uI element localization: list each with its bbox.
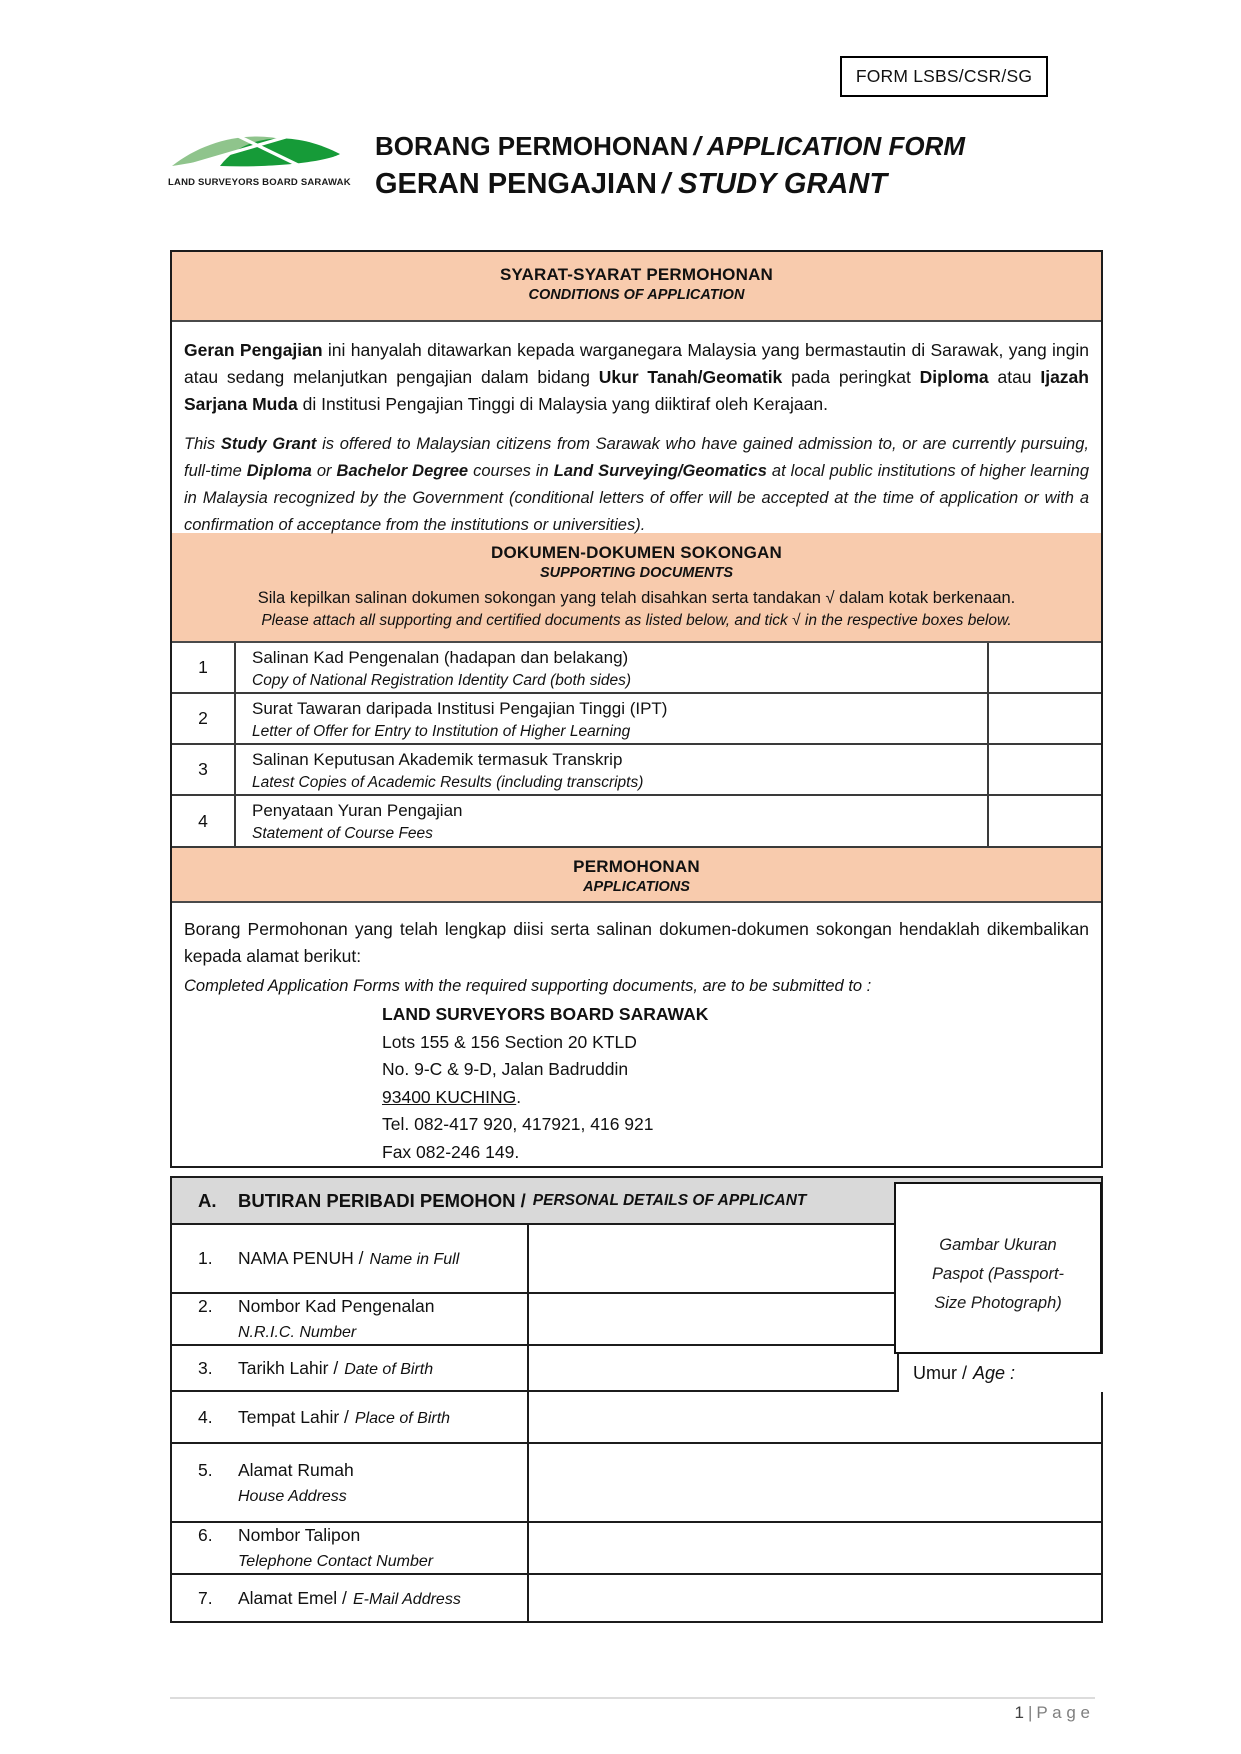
footer-divider xyxy=(170,1697,1095,1699)
document-description xyxy=(236,643,989,692)
form-title xyxy=(375,131,965,201)
field-label xyxy=(172,1575,529,1621)
tick-box-cell xyxy=(989,694,1101,743)
field-label xyxy=(172,1294,529,1344)
document-title-ms: Penyataan Yuran Pengajian xyxy=(252,801,463,820)
documents-title-ms: DOKUMEN-DOKUMEN SOKONGAN xyxy=(491,543,782,562)
document-description xyxy=(236,694,989,743)
age-cell xyxy=(897,1354,1103,1392)
document-row xyxy=(172,643,1101,694)
field-label-ms: Nombor Talipon xyxy=(238,1525,361,1545)
field-row-email xyxy=(172,1575,1101,1621)
documents-list xyxy=(172,643,1101,846)
submission-address xyxy=(382,1001,1089,1166)
page-number-separator: | xyxy=(1028,1703,1033,1722)
document-title-en: Latest Copies of Academic Results (including transcripts) xyxy=(252,774,644,791)
applications-body xyxy=(172,903,1101,1166)
field-label xyxy=(172,1523,529,1573)
field-label xyxy=(172,1346,529,1390)
field-number: 2. xyxy=(198,1296,213,1316)
address-line-3: 93400 KUCHING. xyxy=(382,1086,522,1107)
lsbs-logo xyxy=(168,128,351,188)
document-row xyxy=(172,694,1101,745)
applications-title-ms: PERMOHONAN xyxy=(573,857,700,876)
tick-box-cell xyxy=(989,643,1101,692)
conditions-body xyxy=(172,322,1101,533)
page-number-value: 1 xyxy=(1014,1703,1024,1722)
field-label-en: E-Mail Address xyxy=(352,1590,461,1608)
page-word: P a g e xyxy=(1036,1703,1090,1722)
field-number: 5. xyxy=(198,1459,213,1480)
logo-caption: LAND SURVEYORS BOARD SARAWAK xyxy=(168,177,351,188)
field-label-ms: Tempat Lahir / xyxy=(238,1406,349,1427)
field-label-en: N.R.I.C. Number xyxy=(238,1324,357,1341)
documents-note-en: Please attach all supporting and certified documents as listed below, and tick √ in the respective boxes below. xyxy=(261,612,1012,629)
age-label-en: Age : xyxy=(973,1362,1016,1383)
field-row-telephone xyxy=(172,1523,1101,1575)
document-row xyxy=(172,796,1101,846)
document-title-en: Statement of Course Fees xyxy=(252,825,433,842)
field-label-en: House Address xyxy=(238,1487,347,1505)
field-label xyxy=(172,1225,529,1292)
conditions-header-band xyxy=(172,252,1101,322)
field-label-en: Place of Birth xyxy=(354,1409,451,1427)
document-number: 4 xyxy=(172,796,236,846)
conditions-title-ms: SYARAT-SYARAT PERMOHONAN xyxy=(499,265,774,284)
field-number: 6. xyxy=(198,1525,213,1545)
field-value-cell-telephone xyxy=(529,1523,1101,1573)
title-line2-en: / STUDY GRANT xyxy=(662,168,888,200)
passport-photo-box xyxy=(894,1182,1102,1354)
address-tel: Tel. 082-417 920, 417921, 416 921 xyxy=(382,1114,654,1134)
personal-details-table xyxy=(170,1176,1103,1623)
address-fax: Fax 082-246 149. xyxy=(382,1141,520,1162)
field-number: 1. xyxy=(198,1248,213,1268)
title-line2-ms: GERAN PENGAJIAN xyxy=(375,168,657,200)
document-description xyxy=(236,796,989,846)
field-label-en: Telephone Contact Number xyxy=(238,1553,434,1570)
applications-paragraph-ms: Borang Permohonan yang telah lengkap diisi serta salinan dokumen-dokumen sokongan hendaklah dikembalikan kepada alamat berikut: xyxy=(184,919,1089,966)
field-label-en: Date of Birth xyxy=(344,1360,434,1378)
field-label-ms: NAMA PENUH / xyxy=(238,1248,364,1268)
field-number: 4. xyxy=(198,1406,213,1427)
applications-paragraph-en: Completed Application Forms with the required supporting documents, are to be submitted to : xyxy=(184,977,872,995)
document-description xyxy=(236,745,989,794)
form-code-box xyxy=(840,56,1048,97)
section-a-title-en: PERSONAL DETAILS OF APPLICANT xyxy=(532,1191,807,1209)
field-value-cell-birth-place xyxy=(529,1392,1101,1442)
title-line1-ms: BORANG PERMOHONAN xyxy=(375,131,689,161)
field-label-en: Name in Full xyxy=(369,1251,460,1268)
applications-title-en: APPLICATIONS xyxy=(583,879,690,895)
document-title-ms: Surat Tawaran daripada Institusi Pengajian Tinggi (IPT) xyxy=(252,699,668,718)
field-label-ms: Alamat Emel / xyxy=(238,1587,347,1608)
page-number xyxy=(880,1703,1090,1723)
field-label-ms: Tarikh Lahir / xyxy=(238,1357,339,1378)
document-row xyxy=(172,745,1101,796)
document-title-en: Copy of National Registration Identity Card (both sides) xyxy=(252,672,632,689)
form-code: FORM LSBS/CSR/SG xyxy=(855,66,1033,86)
document-title-ms: Salinan Keputusan Akademik termasuk Transkrip xyxy=(252,750,623,769)
title-line-2 xyxy=(375,168,965,201)
address-name: LAND SURVEYORS BOARD SARAWAK xyxy=(382,1004,709,1024)
conditions-table xyxy=(170,250,1103,1168)
field-number: 7. xyxy=(198,1587,213,1608)
section-letter: A. xyxy=(198,1189,217,1211)
tick-box-cell xyxy=(989,745,1101,794)
field-number: 3. xyxy=(198,1357,213,1378)
section-a-title-ms: BUTIRAN PERIBADI PEMOHON / xyxy=(238,1189,526,1211)
field-row-house-address xyxy=(172,1444,1101,1523)
lsbs-logo-icon xyxy=(168,128,346,170)
age-label-ms: Umur / xyxy=(913,1362,967,1383)
title-line-1 xyxy=(375,131,965,162)
field-row-birth-place xyxy=(172,1392,1101,1444)
document-number: 1 xyxy=(172,643,236,692)
field-value-cell-email xyxy=(529,1575,1101,1621)
passport-photo-label: Gambar Ukuran Paspot (Passport-Size Photograph) xyxy=(931,1235,1065,1312)
document-number: 3 xyxy=(172,745,236,794)
documents-header-band xyxy=(172,533,1101,643)
conditions-paragraph-en: This Study Grant is offered to Malaysian citizens from Sarawak who have gained admission to, or are currently pursuing, full-time Diploma or Bachelor Degree courses in Land Surveying/Geomatics at local public institutions of higher learning in Malaysia recognized by the Government (conditional letters of offer will be accepted at the time of application or with a confirmation of acceptance from the institutions or universities). xyxy=(184,435,1090,534)
field-label xyxy=(172,1392,529,1442)
field-label-ms: Nombor Kad Pengenalan xyxy=(238,1296,435,1316)
tick-box-cell xyxy=(989,796,1101,846)
title-line1-en: / APPLICATION FORM xyxy=(693,131,965,161)
document-title-ms: Salinan Kad Pengenalan (hadapan dan belakang) xyxy=(252,648,629,667)
documents-title-en: SUPPORTING DOCUMENTS xyxy=(539,565,734,581)
document-number: 2 xyxy=(172,694,236,743)
conditions-paragraph-ms: Geran Pengajian ini hanyalah ditawarkan kepada warganegara Malaysia yang bermastautin di Sarawak, yang ingin atau sedang melanjutkan pengajian dalam bidang Ukur Tanah/Geomatik pada peringkat Diploma atau Ijazah Sarjana Muda di Institusi Pengajian Tinggi di Malaysia yang diiktiraf oleh Kerajaan. xyxy=(184,340,1089,414)
field-label xyxy=(172,1444,529,1521)
documents-note-ms: Sila kepilkan salinan dokumen sokongan yang telah disahkan serta tandakan √ dalam kotak berkenaan. xyxy=(257,589,1016,607)
field-value-cell-house-address xyxy=(529,1444,1101,1521)
document-title-en: Letter of Offer for Entry to Institution of Higher Learning xyxy=(252,723,631,740)
address-line-2: No. 9-C & 9-D, Jalan Badruddin xyxy=(382,1059,629,1079)
address-line-1: Lots 155 & 156 Section 20 KTLD xyxy=(382,1031,637,1052)
field-label-ms: Alamat Rumah xyxy=(238,1459,354,1480)
conditions-title-en: CONDITIONS OF APPLICATION xyxy=(528,287,745,303)
applications-header-band xyxy=(172,846,1101,903)
